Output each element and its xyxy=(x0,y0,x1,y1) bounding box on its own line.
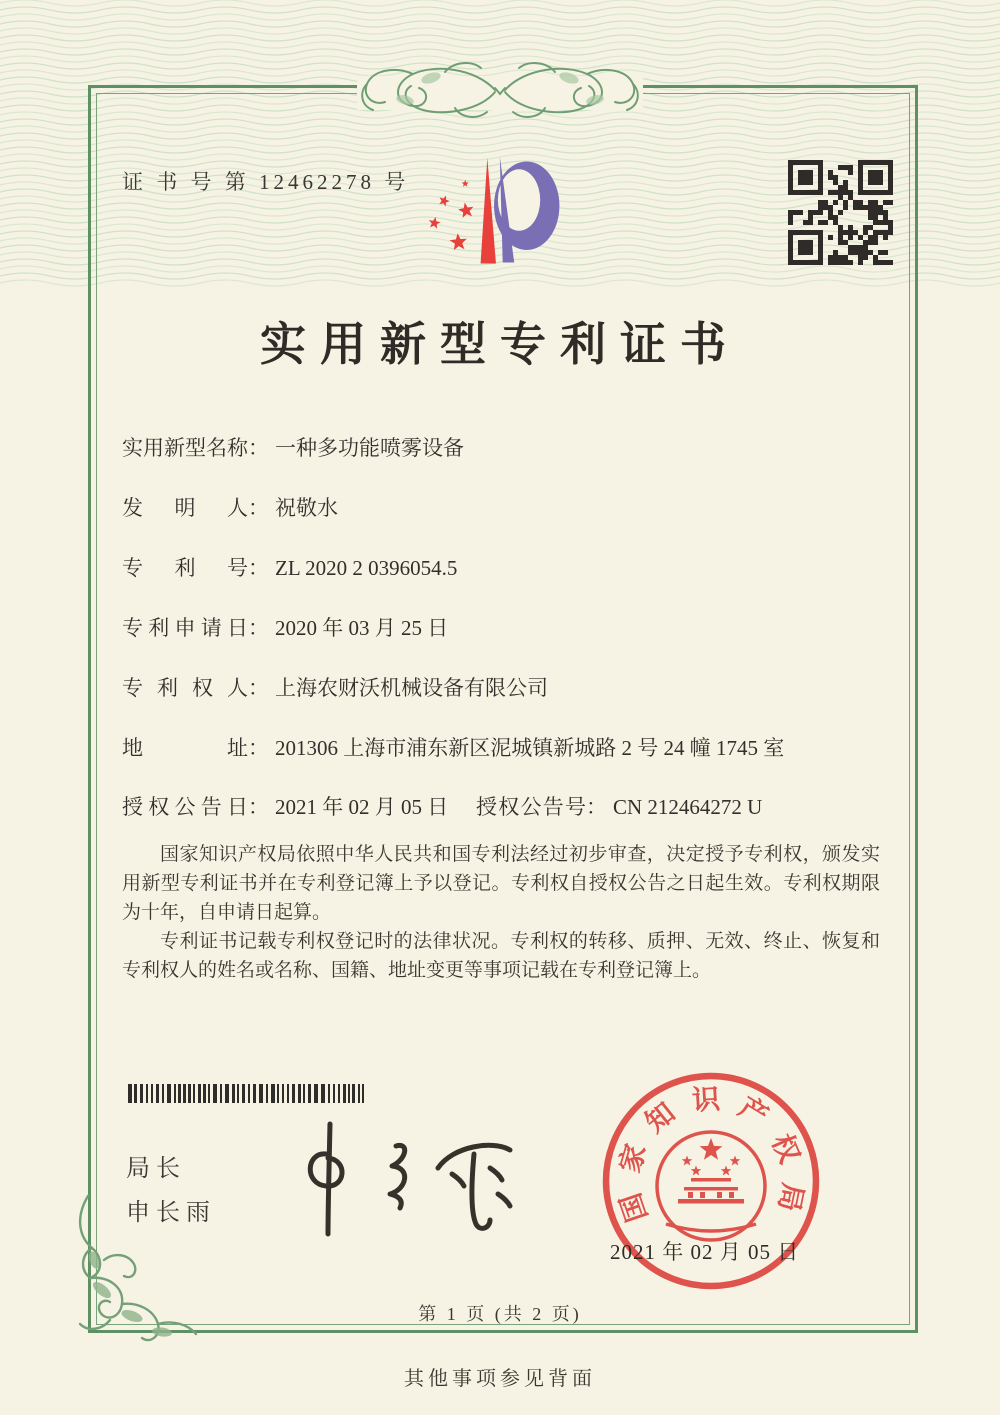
cnipa-logo-icon xyxy=(420,150,570,275)
colon: ： xyxy=(586,795,607,819)
field-row-patentee xyxy=(122,672,892,702)
field-value: CN 212464272 U xyxy=(613,795,763,819)
certificate-number: 证 书 号 第 12462278 号 xyxy=(122,170,410,194)
field-value: 2021 年 02 月 05 日 xyxy=(275,795,449,819)
colon: ： xyxy=(248,736,269,760)
field-label: 授权公告日 xyxy=(122,795,248,819)
qr-code xyxy=(788,160,893,265)
field-label: 专利号 xyxy=(122,556,248,580)
colon: ： xyxy=(248,436,269,460)
colon: ： xyxy=(248,795,269,819)
certificate-title: 实用新型专利证书 xyxy=(260,319,740,370)
field-value: ZL 2020 2 0396054.5 xyxy=(275,556,458,580)
field-label: 发明人 xyxy=(122,496,248,520)
field-value: 201306 上海市浦东新区泥城镇新城路 2 号 24 幢 1745 室 xyxy=(275,736,785,760)
field-value: 2020 年 03 月 25 日 xyxy=(275,616,449,640)
body-paragraph: 国家知识产权局依照中华人民共和国专利法经过初步审查，决定授予专利权，颁发实用新型专利证书并在专利登记簿上予以登记。专利权自授权公告之日起生效。专利权期限为十年，自申请日起算。 xyxy=(122,844,880,923)
page-number: 第 1 页 (共 2 页) xyxy=(418,1304,582,1324)
field-row-inventor xyxy=(122,492,892,522)
field-label: 专利权人 xyxy=(122,676,248,700)
colon: ： xyxy=(248,676,269,700)
field-value: 上海农财沃机械设备有限公司 xyxy=(275,676,548,700)
seal-text: 国家知识产权局 xyxy=(614,1084,808,1226)
body-paragraph: 专利证书记载专利权登记时的法律状况。专利权的转移、质押、无效、终止、恢复和专利权人的姓名或名称、国籍、地址变更等事项记载在专利登记簿上。 xyxy=(122,931,880,981)
field-row-name xyxy=(122,432,892,462)
back-note: 其他事项参见背面 xyxy=(404,1368,596,1390)
signer-title: 局长 xyxy=(126,1155,186,1182)
signature-handwriting xyxy=(278,1116,518,1246)
field-row-grant xyxy=(122,791,892,821)
field-label: 地址 xyxy=(122,736,248,760)
legal-text-block xyxy=(122,840,880,985)
field-row-patent-no xyxy=(122,552,892,582)
colon: ： xyxy=(248,496,269,520)
barcode xyxy=(128,1084,376,1103)
colon: ： xyxy=(248,556,269,580)
field-row-address xyxy=(122,732,892,762)
field-value: 祝敬水 xyxy=(275,496,338,520)
field-row-filing-date xyxy=(122,612,892,642)
field-grant-number-group xyxy=(476,791,762,821)
national-emblem-icon xyxy=(657,1132,765,1240)
seal-date: 2021 年 02 月 05 日 xyxy=(610,1240,800,1264)
field-value: 一种多功能喷雾设备 xyxy=(275,436,464,460)
field-label: 专利申请日 xyxy=(122,616,248,640)
signer-name: 申长雨 xyxy=(126,1199,216,1226)
field-label: 实用新型名称 xyxy=(122,436,248,460)
colon: ： xyxy=(248,616,269,640)
field-label: 授权公告号 xyxy=(476,795,586,819)
